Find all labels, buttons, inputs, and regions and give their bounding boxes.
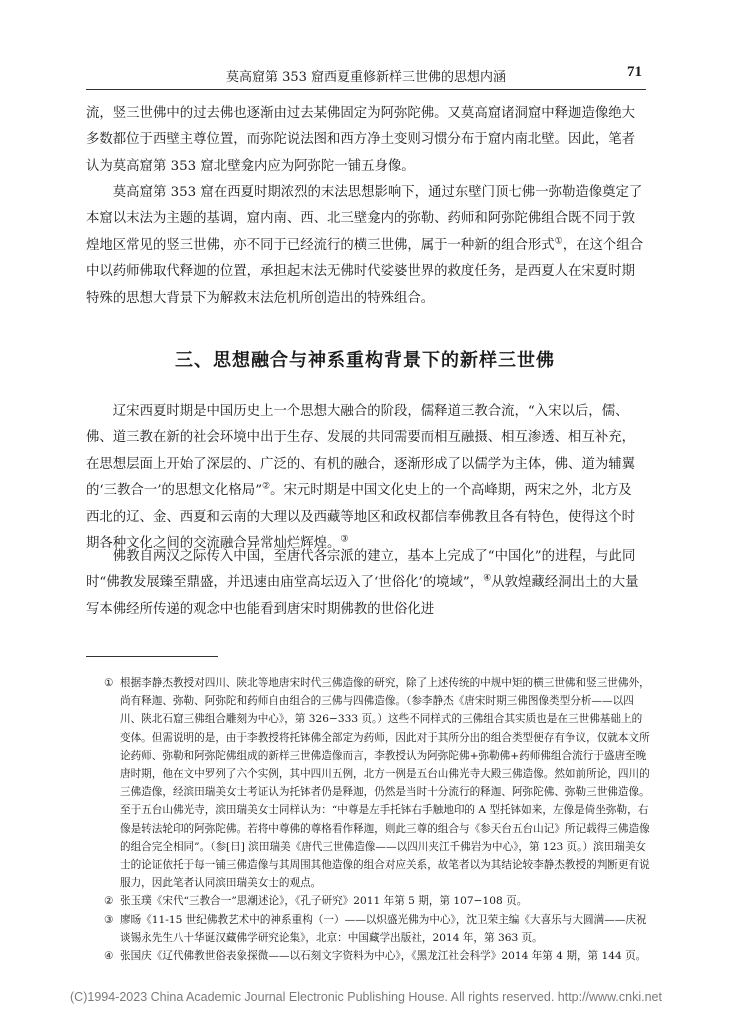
running-header-title: 莫高窟第 353 窟西夏重修新样三世佛的思想内涵 bbox=[225, 70, 507, 85]
footnote-4-mark: ④ bbox=[104, 950, 114, 963]
section-heading: 三、思想融合与神系重构背景下的新样三世佛 bbox=[175, 350, 555, 371]
paragraph-2-text-a: 莫高窟第 353 窟在西夏时期浓烈的末法思想影响下，通过东壁门顶七佛一弥勒造像奠定了本窟以末法为主题的基调，窟内南、西、北三壁龛内的弥勒、药师和阿弥陀佛组合既不同于敦煌地区常见的竖三世佛，亦不同于已经流行的横三世佛，属于一种新的组合形式 bbox=[86, 185, 643, 253]
footnote-2 bbox=[86, 892, 650, 910]
footnote-1 bbox=[86, 674, 650, 892]
footnote-ref-1[interactable]: ① bbox=[554, 236, 563, 247]
footnote-2-mark: ② bbox=[104, 895, 114, 908]
footnote-4-text: 张国庆《辽代佛教世俗表象探微——以石刻文字资料为中心》，《黑龙江社会科学》2014 年第 4 期，第 144 页。 bbox=[120, 950, 647, 963]
header-rule bbox=[86, 89, 646, 90]
running-header bbox=[86, 64, 646, 86]
paragraph-4 bbox=[86, 544, 644, 623]
copyright-footer: (C)1994-2023 China Academic Journal Electronic Publishing House. All rights reserved. http://www.cnki.net bbox=[70, 990, 662, 1004]
footnote-ref-2[interactable]: ② bbox=[262, 481, 271, 492]
paragraph-1-text: 流，竖三世佛中的过去佛也逐渐由过去某佛固定为阿弥陀佛。又莫高窟诸洞窟中释迦造像绝大多数都位于西壁主尊位置，而弥陀说法图和西方净土变则习惯分布于窟内南北壁。因此，笔者认为莫高窟第 353 窟北壁龛内应为阿弥陀一铺五身像。 bbox=[86, 106, 636, 174]
footnotes bbox=[86, 674, 650, 965]
paragraph-3 bbox=[86, 399, 644, 557]
footnote-3-text: 廖旸《11-15 世纪佛教艺术中的神系重构（一）——以炽盛光佛为中心》，沈卫荣主编《大喜乐与大圆满——庆祝谈锡永先生八十华诞汉藏佛学研究论集》，北京：中国藏学出版社，2014 年，第 363 页。 bbox=[120, 913, 647, 944]
paragraph-2 bbox=[86, 180, 644, 312]
paragraph-1 bbox=[86, 101, 644, 180]
footnote-rule bbox=[86, 656, 218, 657]
footnote-2-text: 张玉璞《宋代“三教合一”思潮述论》，《孔子研究》2011 年第 5 期，第 107−108 页。 bbox=[120, 895, 528, 908]
footnote-1-mark: ① bbox=[104, 677, 114, 689]
footnote-1-text: 根据李静杰教授对四川、陕北等地唐宋时代三佛造像的研究，除了上述传统的中规中矩的横三世佛和竖三世佛外，尚有释迦、弥勒、阿弥陀和药师自由组合的三佛与四佛造像。（参李静杰《唐宋时期三佛图像类型分析——以四川、陕北石窟三佛组合雕刻为中心》，第 326−333 页。）这些不同样式的三佛组合其实质也是在三世佛基础上的变体。但需说明的是，由于李教授将托钵佛全部定为药师，因此对于其所分出的组合类型便存有争议，仅就本文所论药师、弥勒和阿弥陀佛组成的新样三世佛造像而言，李教授认为阿弥陀佛+弥勒佛+药师佛组合流行于盛唐至晚唐时期，他在文中罗列了六个实例，其中四川五例，北方一例是五台山佛光寺大殿三佛造像。然如前所论，四川的三佛造像，经滨田瑞美女士考证认为托钵者仍是释迦，仍然是当时十分流行的释迦、阿弥陀佛、弥勒三世佛造像。至于五台山佛光寺，滨田瑞美女士同样认为：“中尊是左手托钵右手触地印的 A 型托钵如来，左像是倚坐弥勒，右像是转法轮印的阿弥陀佛。若将中尊佛的尊格看作释迦，则此三尊的组合与《参天台五台山记》所记载得三佛造像的组合完全相同”。（参[日] 滨田瑞美《唐代三世佛造像——以四川夹江千佛岩为中心》，第 123 页。）滨田瑞美女士的论证依托于每一铺三佛造像与其周围其他造像的组合对应关系，故笔者以为其结论较李静杰教授的判断更有说服力，因此笔者认同滨田瑞美女士的观点。 bbox=[120, 677, 650, 890]
footnote-4 bbox=[86, 947, 650, 965]
footnote-3-mark: ③ bbox=[104, 913, 114, 926]
footnote-3 bbox=[86, 911, 650, 947]
paragraph-3-text-b: 。宋元时期是中国文化史上的一个高峰期，两宋之外，北方及西北的辽、金、西夏和云南的大理以及西藏等地区和政权都信奉佛教且各有特色，使得这个时期各种文化之间的交流融合异常灿烂辉煌。 bbox=[86, 483, 636, 552]
paragraph-4-text-b: 从敦煌藏经洞出土的大量写本佛经所传递的观念中也能看到唐宋时期佛教的世俗化进 bbox=[86, 575, 639, 617]
footnote-ref-3[interactable]: ③ bbox=[340, 534, 349, 545]
paragraph-4-text-a: 佛教自两汉之际传入中国，至唐代各宗派的建立，基本上完成了“中国化”的进程，与此同时“佛教发展臻至鼎盛，并迅速由庙堂高坛迈入了‘世俗化’的境域”， bbox=[86, 549, 636, 591]
paragraph-3-text-a: 辽宋西夏时期是中国历史上一个思想大融合的阶段，儒释道三教合流，“入宋以后，儒、佛、道三教在新的社会环境中出于生存、发展的共同需要而相互融摄、相互渗透、相互补充，在思想层面上开始了深层的、广泛的、有机的融合，逐渐形成了以儒学为主体，佛、道为辅翼的‘三教合一’的思想文化格局” bbox=[86, 404, 636, 499]
page-number: 71 bbox=[627, 64, 642, 80]
paragraph-2-text-b: ，在这个组合中以药师佛取代释迦的位置，承担起末法无佛时代娑婆世界的救度任务，是西夏人在宋夏时期特殊的思想大背景下为解救末法危机所创造出的特殊组合。 bbox=[86, 237, 644, 306]
footnote-ref-4[interactable]: ④ bbox=[483, 573, 492, 584]
